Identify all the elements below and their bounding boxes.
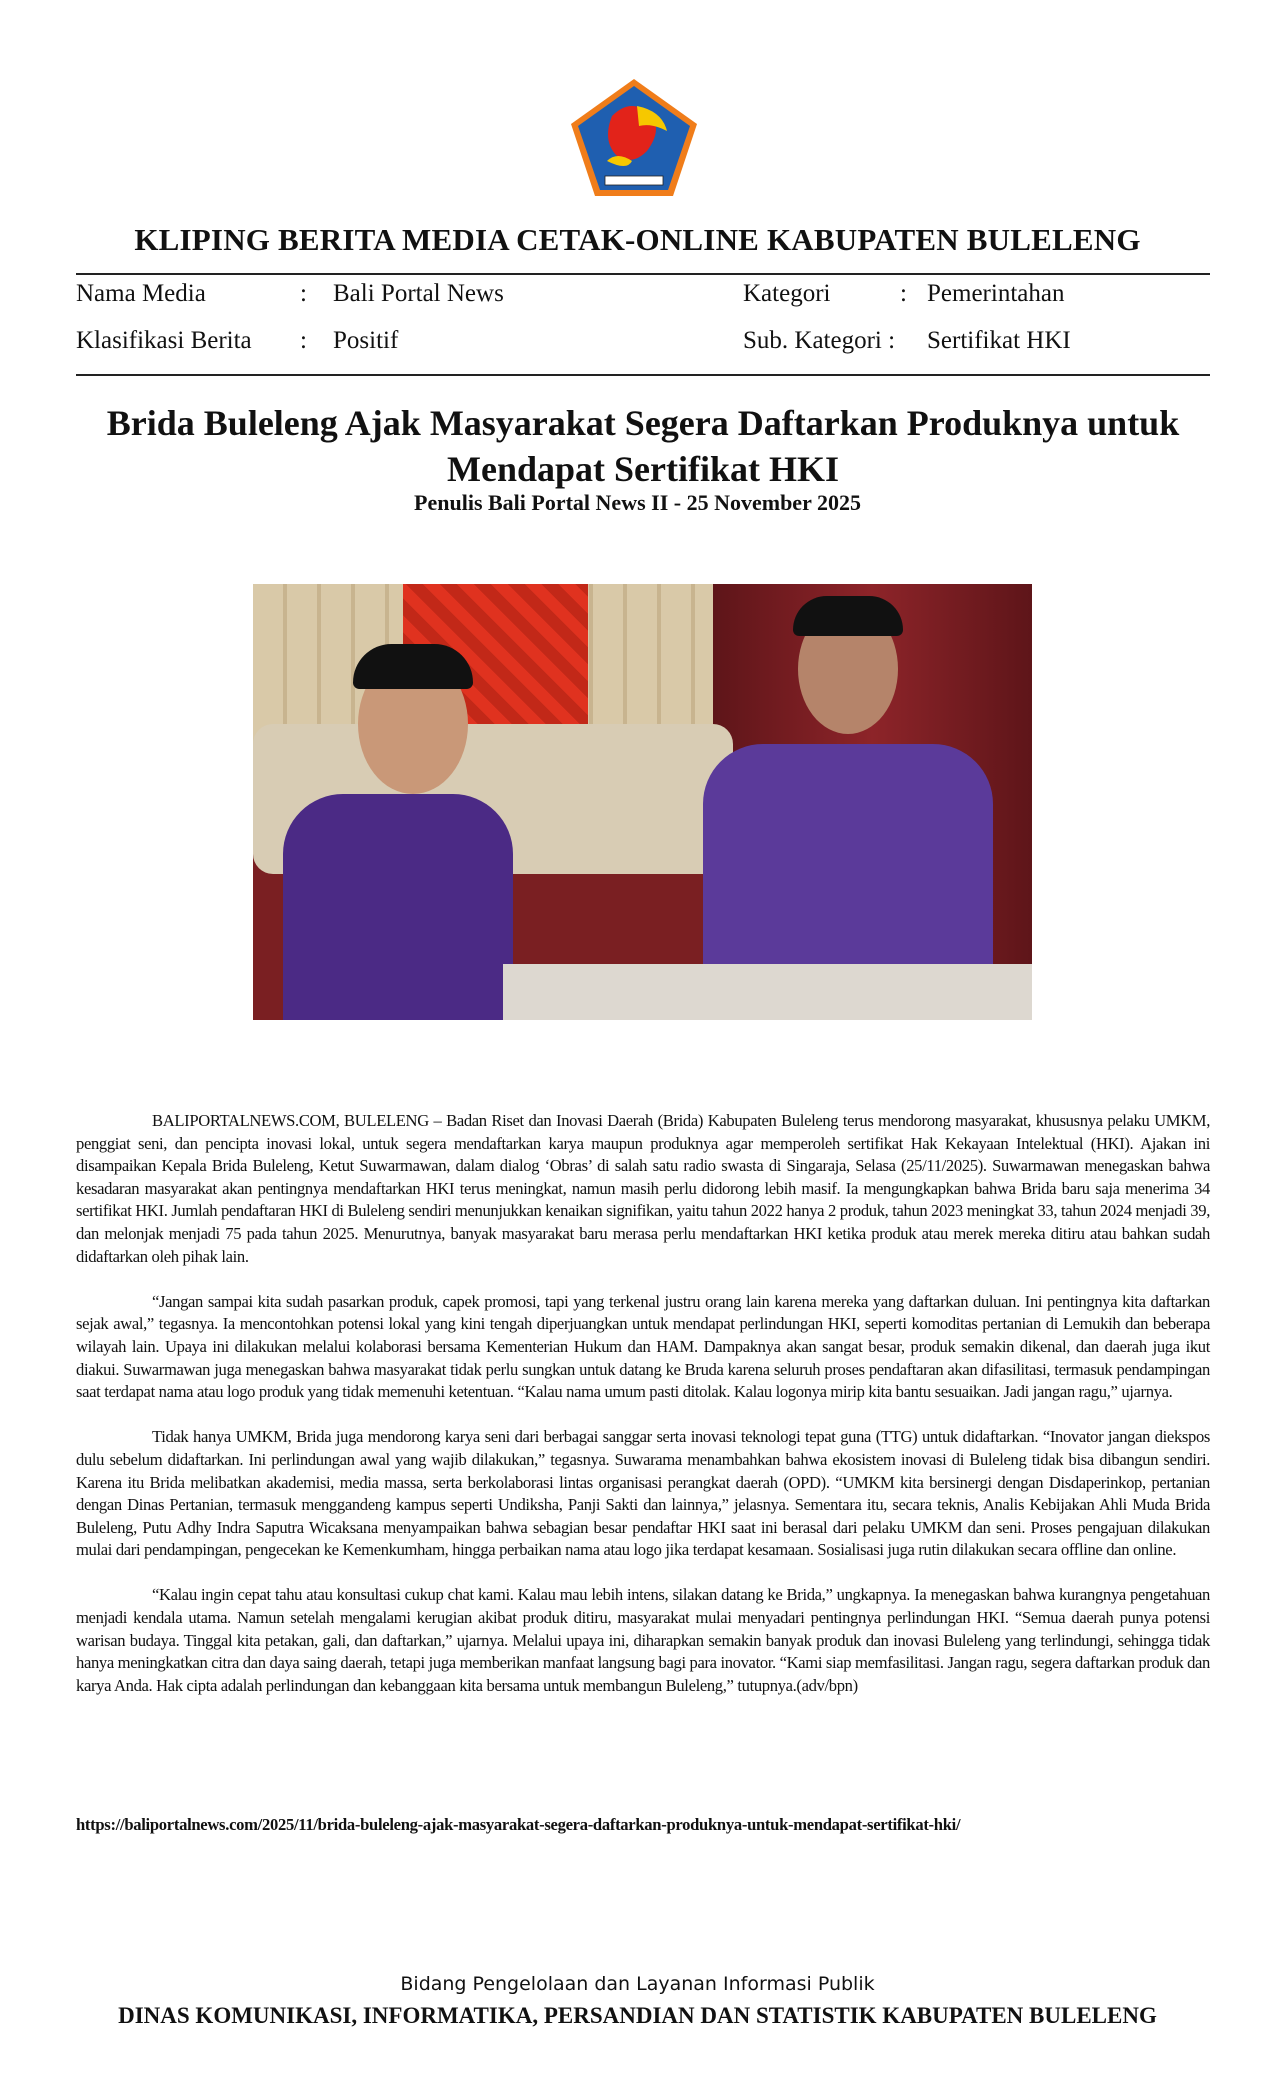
kategori-label: Kategori [743,280,831,307]
colon: : [300,280,307,307]
article-headline [76,400,1210,492]
article-paragraph: Tidak hanya UMKM, Brida juga mendorong karya seni dari berbagai sanggar serta inovasi teknologi tepat guna (TTG) untuk didaftarkan. “Inovator jangan diekspos dulu sebelum didaftarkan. Ini perlindungan awal yang wajib dilakukan,” tegasnya. Suwarama menambahkan bahwa ekosistem inovasi di Buleleng tidak bisa dibangun sendiri. Karena itu Brida melibatkan akademisi, media massa, serta berkolaborasi lintas organisasi perangkat daerah (OPD). “UMKM kita bersinergi dengan Disdaperinkop, pertanian dengan Dinas Pertanian, termasuk menggandeng kampus seperti Undiksha, Panji Sakti dan lainnya,” jelasnya. Sementara itu, secara teknis, Analis Kebijakan Ahli Muda Brida Buleleng, Putu Adhy Indra Saputra Wicaksana menyampaikan bahwa sebagian besar pendaftar HKI saat ini berasal dari pelaku UMKM dan seni. Proses pengajuan dilakukan mulai dari pendampingan, pengecekan ke Kemenkumham, hingga perbaikan nama atau logo jika terdapat kesamaan. Sosialisasi juga rutin dilakukan secara offline dan online. [76,1427,1210,1560]
media-value: Bali Portal News [333,280,504,307]
colon: : [900,280,907,307]
klasifikasi-label: Klasifikasi Berita [76,327,252,354]
kategori-value: Pemerintahan [927,280,1065,307]
divider [76,273,1210,275]
footer-division: Bidang Pengelolaan dan Layanan Informasi Publik [400,1973,875,1995]
media-label: Nama Media [76,280,206,307]
footer-agency: DINAS KOMUNIKASI, INFORMATIKA, PERSANDIAN DAN STATISTIK KABUPATEN BULELENG [118,2003,1157,2028]
article-photo [253,584,1032,1020]
buleleng-regency-emblem [567,76,701,200]
subkategori-label: Sub. Kategori : [743,327,896,354]
headline-line-2: Mendapat Sertifikat HKI [447,449,839,489]
article-paragraph: “Jangan sampai kita sudah pasarkan produk, capek promosi, tapi yang terkenal justru orang lain karena mereka yang daftarkan duluan. Ini pentingnya kita daftarkan sejak awal,” tegasnya. Ia mencontohkan potensi lokal yang kini tengah diperjuangkan untuk mendapat perlindungan HKI, seperti komoditas pertanian di Lemukih dan beberapa wilayah lain. Upaya ini dilakukan melalui kolaborasi bersama Kementerian Hukum dan HAM. Dampaknya akan sangat besar, produk semakin dikenal, dan daerah juga ikut diakui. Suwarmawan juga menegaskan bahwa masyarakat tidak perlu sungkan untuk datang ke Bruda karena seluruh proses pendaftaran akan difasilitasi, termasuk pendampingan saat terdapat nama atau logo produk yang tidak memenuhi ketentuan. “Kalau nama umum pasti ditolak. Kalau logonya mirip kita bantu sesuaikan. Jadi jangan ragu,” ujarnya. [76,1291,1210,1402]
subkategori-value: Sertifikat HKI [927,327,1071,354]
divider [76,374,1210,376]
colon: : [300,327,307,354]
source-url-link[interactable]: https://baliportalnews.com/2025/11/brida-buleleng-ajak-masyarakat-segera-daftarkan-produknya-untuk-mendapat-sertifikat-hki/ [76,1815,961,1834]
klasifikasi-value: Positif [333,327,399,354]
article-body [76,1110,1210,1720]
article-byline: Penulis Bali Portal News II - 25 November 2025 [414,490,861,515]
document-title: KLIPING BERITA MEDIA CETAK-ONLINE KABUPATEN BULELENG [134,222,1141,257]
headline-line-1: Brida Buleleng Ajak Masyarakat Segera Daftarkan Produknya untuk [106,403,1180,443]
article-paragraph: BALIPORTALNEWS.COM, BULELENG – Badan Riset dan Inovasi Daerah (Brida) Kabupaten Buleleng terus mendorong masyarakat, khususnya pelaku UMKM, penggiat seni, dan pencipta inovasi lokal, untuk segera mendaftarkan karya maupun produknya agar memperoleh sertifikat Hak Kekayaan Intelektual (HKI). Ajakan ini disampaikan Kepala Brida Buleleng, Ketut Suwarmawan, dalam dialog ‘Obras’ di salah satu radio swasta di Singaraja, Selasa (25/11/2025). Suwarmawan menegaskan bahwa kesadaran masyarakat akan pentingnya mendaftarkan HKI terus meningkat, namun masih perlu didorong lebih masif. Ia mengungkapkan bahwa Brida baru saja menerima 34 sertifikat HKI. Jumlah pendaftaran HKI di Buleleng sendiri menunjukkan kenaikan signifikan, yaitu tahun 2022 hanya 2 produk, tahun 2023 meningkat 33, tahun 2024 menjadi 39, dan melonjak menjadi 75 pada tahun 2025. Menurutnya, banyak masyarakat baru merasa perlu mendaftarkan HKI ketika produk atau merek mereka ditiru atau bahkan sudah didaftarkan oleh pihak lain. [76,1111,1210,1266]
article-paragraph: “Kalau ingin cepat tahu atau konsultasi cukup chat kami. Kalau mau lebih intens, silakan datang ke Brida,” ungkapnya. Ia menegaskan bahwa kurangnya pengetahuan menjadi kendala utama. Namun setelah mengalami kerugian akibat produk ditiru, masyarakat mulai menyadari pentingnya perlindungan HKI. “Semua daerah punya potensi warisan budaya. Tinggal kita petakan, gali, dan daftarkan,” ujarnya. Melalui upaya ini, diharapkan semakin banyak produk dan inovasi Buleleng yang terlindungi, sehingga tidak hanya meningkatkan citra dan daya saing daerah, tetapi juga memberikan manfaat langsung bagi para inovator. “Kami siap memfasilitasi. Jangan ragu, segera daftarkan produk dan karya Anda. Hak cipta adalah perlindungan dan kebanggaan kita bersama untuk membangun Buleleng,” tutupnya.(adv/bpn) [76,1585,1210,1695]
